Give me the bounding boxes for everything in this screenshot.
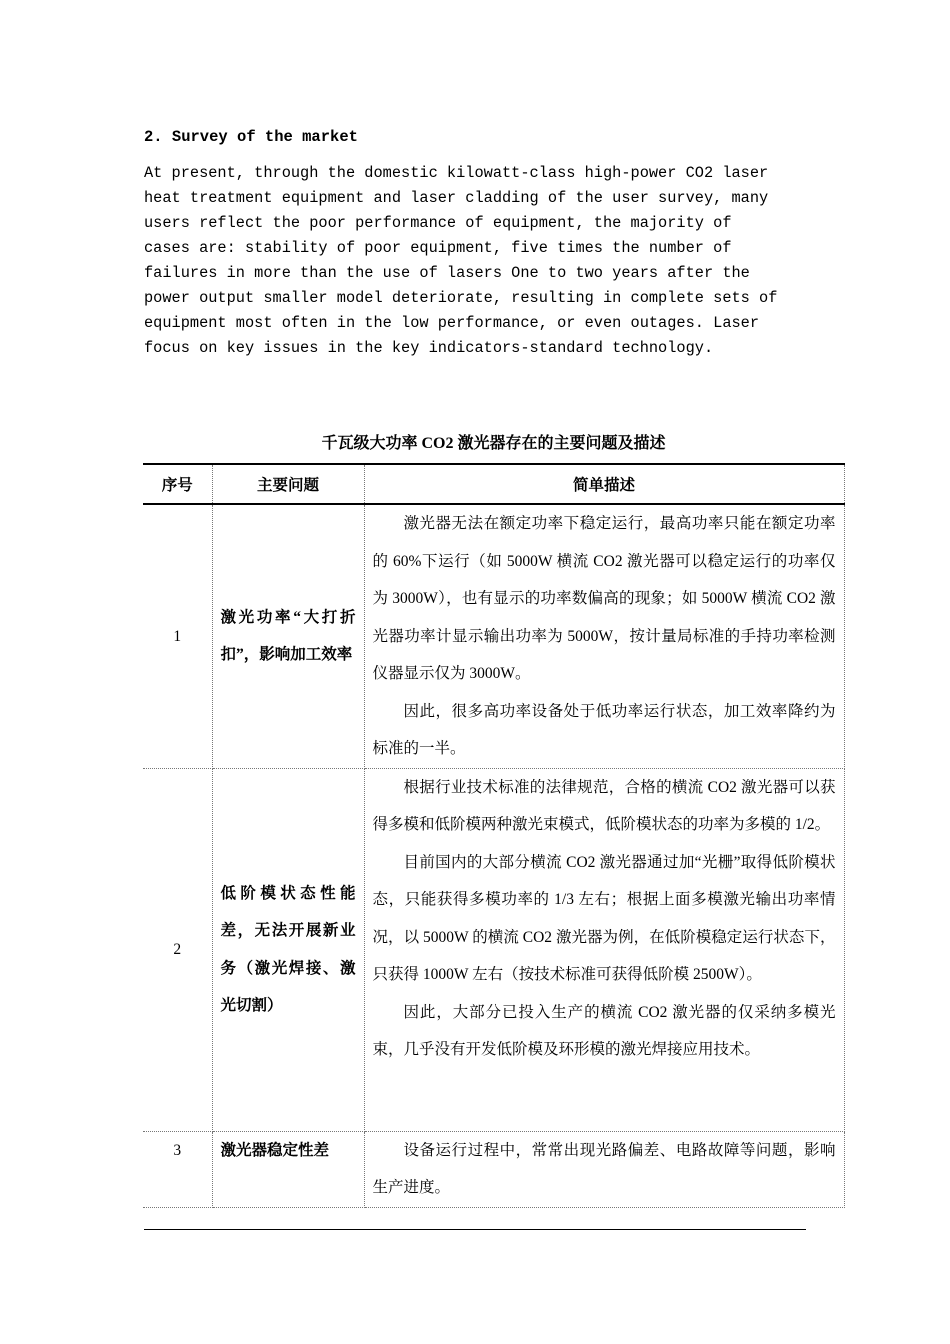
body-line: cases are: stability of poor equipment, five times the number of xyxy=(144,239,732,257)
row-number: 3 xyxy=(143,1131,212,1207)
table-row xyxy=(143,1131,844,1207)
footer-rule xyxy=(144,1229,806,1230)
row-number: 2 xyxy=(143,768,212,1131)
row-number: 1 xyxy=(143,504,212,768)
body-line: At present, through the domestic kilowatt-class high-power CO2 laser xyxy=(144,164,769,182)
problems-table xyxy=(143,463,845,1208)
row-description xyxy=(364,768,844,1131)
description-paragraph: 根据行业技术标准的法律规范，合格的横流 CO2 激光器可以获得多模和低阶模两种激光束模式，低阶模状态的功率为多模的 1/2。 xyxy=(372,778,836,833)
description-paragraph: 因此，大部分已投入生产的横流 CO2 激光器的仅采纳多模光束，几乎没有开发低阶模及环形模的激光焊接应用技术。 xyxy=(372,1003,836,1058)
section-heading: 2. Survey of the market xyxy=(144,128,358,146)
body-line: equipment most often in the low performance, or even outages. Laser xyxy=(144,314,760,332)
row-description xyxy=(364,504,844,768)
table-caption: 千瓦级大功率 CO2 激光器存在的主要问题及描述 xyxy=(321,435,666,452)
header-issue: 主要问题 xyxy=(212,464,364,504)
table-header xyxy=(143,464,844,504)
description-paragraph: 目前国内的大部分横流 CO2 激光器通过加“光栅”取得低阶模状态，只能获得多模功率的 1/3 左右；根据上面多模激光输出功率情况，以 5000W 的横流 CO2 激光器为例，在低阶模稳定运行状态下，只获得 1000W 左右（按技术标准可获得低阶模 2500W）。 xyxy=(372,853,836,983)
description-paragraph: 激光器无法在额定功率下稳定运行，最高功率只能在额定功率的 60%下运行（如 5000W 横流 CO2 激光器可以稳定运行的功率仅为 3000W），也有显示的功率数偏高的现象；如 5000W 横流 CO2 激光器功率计显示输出功率为 5000W，按计量局标准的手持功率检测仪器显示仅为 3000W。 xyxy=(372,515,836,682)
body-line: power output smaller model deteriorate, resulting in complete sets of xyxy=(144,289,778,307)
row-issue: 激光功率“大打折扣”，影响加工效率 xyxy=(212,504,364,768)
description-paragraph: 因此，很多高功率设备处于低功率运行状态，加工效率降约为标准的一半。 xyxy=(372,702,836,757)
row-issue: 低阶模状态性能差，无法开展新业务（激光焊接、激光切割） xyxy=(212,768,364,1131)
body-line: focus on key issues in the key indicators-standard technology. xyxy=(144,339,714,357)
body-line: users reflect the poor performance of equipment, the majority of xyxy=(144,214,732,232)
header-number: 序号 xyxy=(143,464,212,504)
section-body xyxy=(144,161,824,361)
body-line: heat treatment equipment and laser cladding of the user survey, many xyxy=(144,189,769,207)
table-row xyxy=(143,768,844,1131)
table-row xyxy=(143,504,844,768)
body-line: failures in more than the use of lasers One to two years after the xyxy=(144,264,750,282)
description-paragraph: 设备运行过程中，常常出现光路偏差、电路故障等问题，影响生产进度。 xyxy=(372,1141,836,1196)
row-issue: 激光器稳定性差 xyxy=(212,1131,364,1207)
row-description xyxy=(364,1131,844,1207)
header-description: 简单描述 xyxy=(364,464,844,504)
